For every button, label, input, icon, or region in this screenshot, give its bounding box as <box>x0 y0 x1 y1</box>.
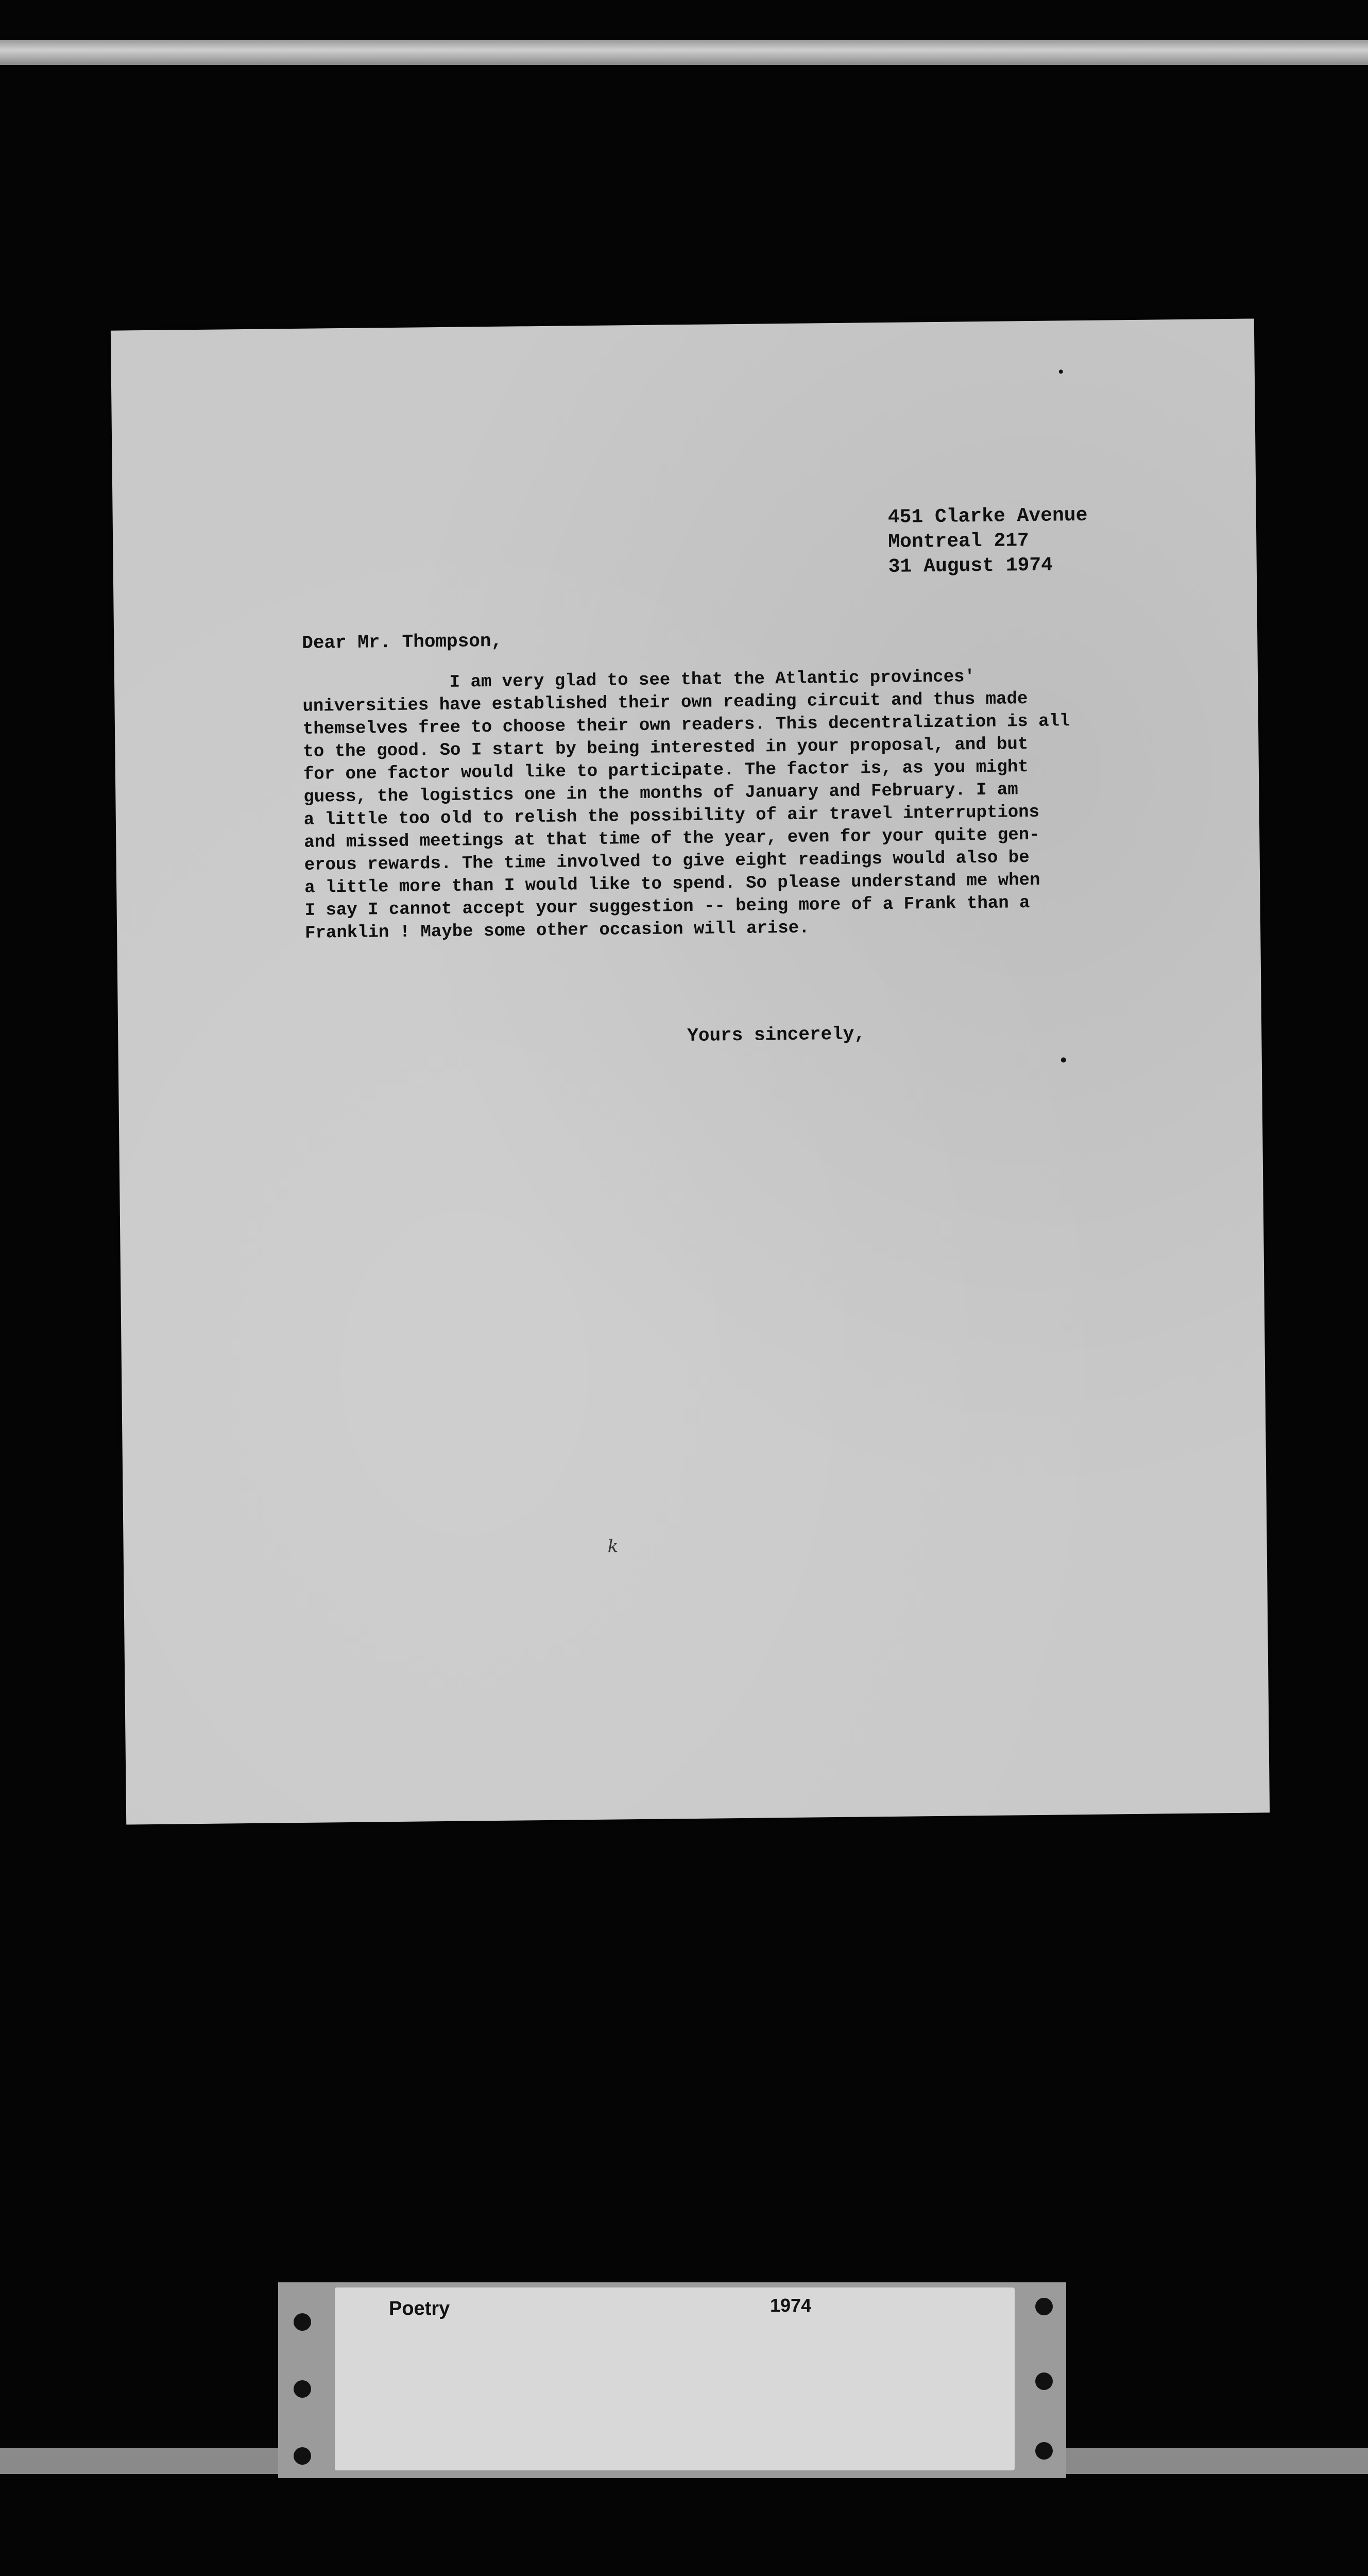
pencil-mark: k <box>607 1536 619 1557</box>
body-line: to the good. So I start by being interested in your proposal, and but <box>303 735 1029 762</box>
address-city: Montreal 217 <box>888 530 1030 553</box>
body-line: guess, the logistics one in the months of January and February. I am <box>303 780 1018 807</box>
ink-speck <box>1061 1057 1066 1062</box>
body-line: themselves free to choose their own readers. This decentralization is all <box>302 711 1070 739</box>
punch-hole <box>1035 2442 1053 2460</box>
body-line: Franklin ! Maybe some other occasion will arise. <box>304 918 810 943</box>
punch-hole <box>1035 2298 1053 2315</box>
archive-label-card <box>278 2282 1066 2478</box>
archive-label <box>335 2287 1015 2470</box>
body-line: I am very glad to see that the Atlantic provinces' <box>302 667 976 694</box>
punch-hole <box>1035 2372 1053 2390</box>
body-line: a little more than I would like to spend. So please understand me when <box>304 870 1040 898</box>
punch-hole <box>294 2313 311 2331</box>
label-title: Poetry <box>389 2298 450 2319</box>
body-line: a little too old to relish the possibility of air travel interruptions <box>303 802 1040 830</box>
body-line: erous rewards. The time involved to give eight readings would also be <box>304 848 1030 875</box>
letter-page <box>111 318 1270 1824</box>
sender-address <box>888 503 1088 580</box>
letter-date: 31 August 1974 <box>888 554 1053 578</box>
punch-hole <box>294 2380 311 2398</box>
film-top-strip <box>0 40 1368 65</box>
address-street: 451 Clarke Avenue <box>887 504 1088 529</box>
body-line: universities have established their own reading circuit and thus made <box>302 689 1028 717</box>
body-line: I say I cannot accept your suggestion -- being more of a Frank than a <box>304 893 1030 921</box>
salutation: Dear Mr. Thompson, <box>302 630 503 654</box>
body-line: for one factor would like to participate. The factor is, as you might <box>303 757 1029 785</box>
label-year: 1974 <box>770 2295 812 2316</box>
punch-hole <box>294 2447 311 2465</box>
closing: Yours sincerely, <box>687 1023 866 1047</box>
body-line: and missed meetings at that time of the year, even for your quite gen- <box>304 825 1040 853</box>
letter-body <box>302 665 1072 945</box>
ink-speck <box>1059 369 1063 374</box>
